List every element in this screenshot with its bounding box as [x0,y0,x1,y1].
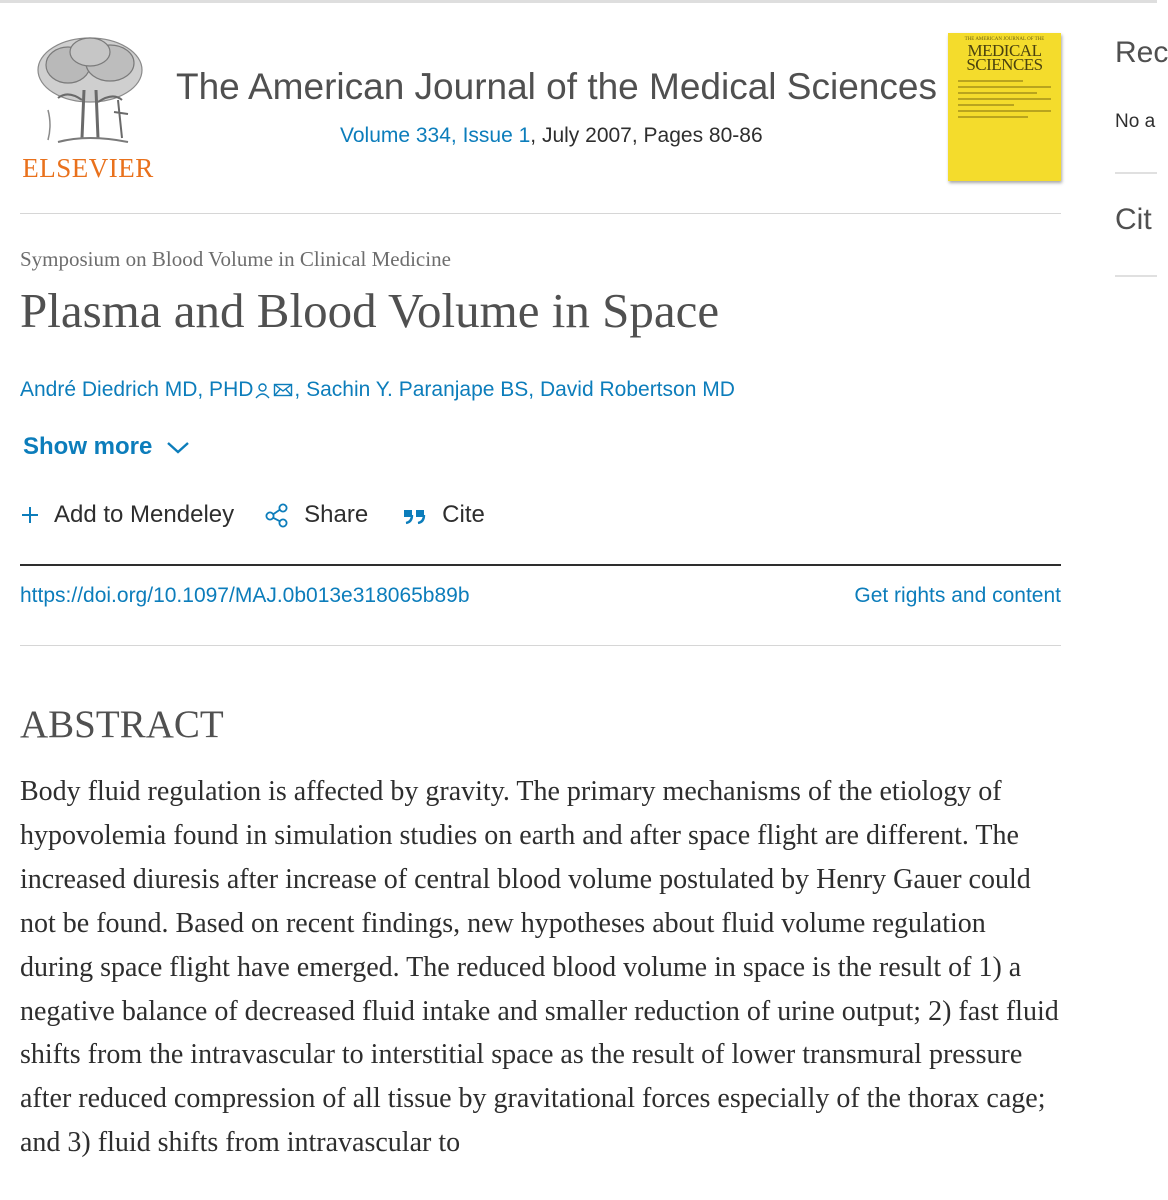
recommended-heading: Rec [1115,36,1168,69]
sidebar-divider-1 [1115,172,1157,174]
abstract-heading: ABSTRACT [20,703,224,746]
quote-icon [402,505,428,525]
cite-label: Cite [442,501,485,528]
doi-link[interactable]: https://doi.org/10.1097/MAJ.0b013e318065b89b [20,584,470,607]
add-to-mendeley-button[interactable] [20,501,234,529]
cover-text-lines [958,80,1051,118]
article-section: Symposium on Blood Volume in Clinical Medicine [20,247,451,271]
article-title: Plasma and Blood Volume in Space [20,283,720,338]
cite-button[interactable] [402,501,485,529]
envelope-icon[interactable] [273,382,293,398]
publisher-name: ELSEVIER [22,153,154,183]
chevron-down-icon [166,439,190,455]
recommended-text: No a [1115,111,1156,132]
author-1[interactable]: André Diedrich MD, PHD [20,378,254,401]
issue-link[interactable]: Volume 334, Issue 1 [340,124,531,147]
doi-divider [20,564,1061,566]
cover-title [948,41,1061,74]
top-border [0,0,1157,3]
show-more-label: Show more [23,433,153,460]
cover-title-line1: MEDICAL [967,41,1042,60]
issue-info [340,124,763,148]
other-authors[interactable]: , Sachin Y. Paranjape BS, David Robertson MD [294,378,735,401]
article-actions [20,498,485,532]
journal-cover[interactable] [948,33,1061,181]
header-divider [20,213,1061,214]
rights-link[interactable]: Get rights and content [854,584,1061,607]
elsevier-logo[interactable] [18,30,158,185]
section-divider [20,645,1061,646]
journal-title[interactable]: The American Journal of the Medical Sciences [176,66,937,107]
cover-title-line2: SCIENCES [966,55,1043,74]
cover-top-text: THE AMERICAN JOURNAL OF THE [964,37,1045,42]
author-list [20,378,735,402]
abstract-text: Body fluid regulation is affected by gravity. The primary mechanisms of the etiology of hypovolemia found in simulation studies on earth and after space flight are different. The increased diuresis after increase of central blood volume postulated by Henry Gauer could not be found. Based on recent findings, new hypotheses about fluid volume regulation during space flight have emerged. The reduced blood volume in space is the result of 1) a negative balance of decreased fluid intake and smaller reduction of urine output; 2) fast fluid shifts from the intravascular to interstitial space as the result of lower transmural pressure after reduced compression of all tissue by gravitational forces especially of the thorax cage; and 3) fluid shifts from intravascular to [20,776,1059,1159]
elsevier-tree-logo [18,30,158,150]
sidebar-divider-2 [1115,275,1157,277]
person-icon [254,382,271,399]
mendeley-label: Add to Mendeley [54,501,235,528]
share-label: Share [304,501,369,528]
issue-details: , July 2007, Pages 80-86 [530,124,763,147]
share-button[interactable] [264,501,368,529]
cited-by-heading[interactable]: Cit [1115,203,1152,236]
plus-icon [20,505,40,525]
show-more-button[interactable] [23,433,190,461]
share-icon [264,502,290,528]
